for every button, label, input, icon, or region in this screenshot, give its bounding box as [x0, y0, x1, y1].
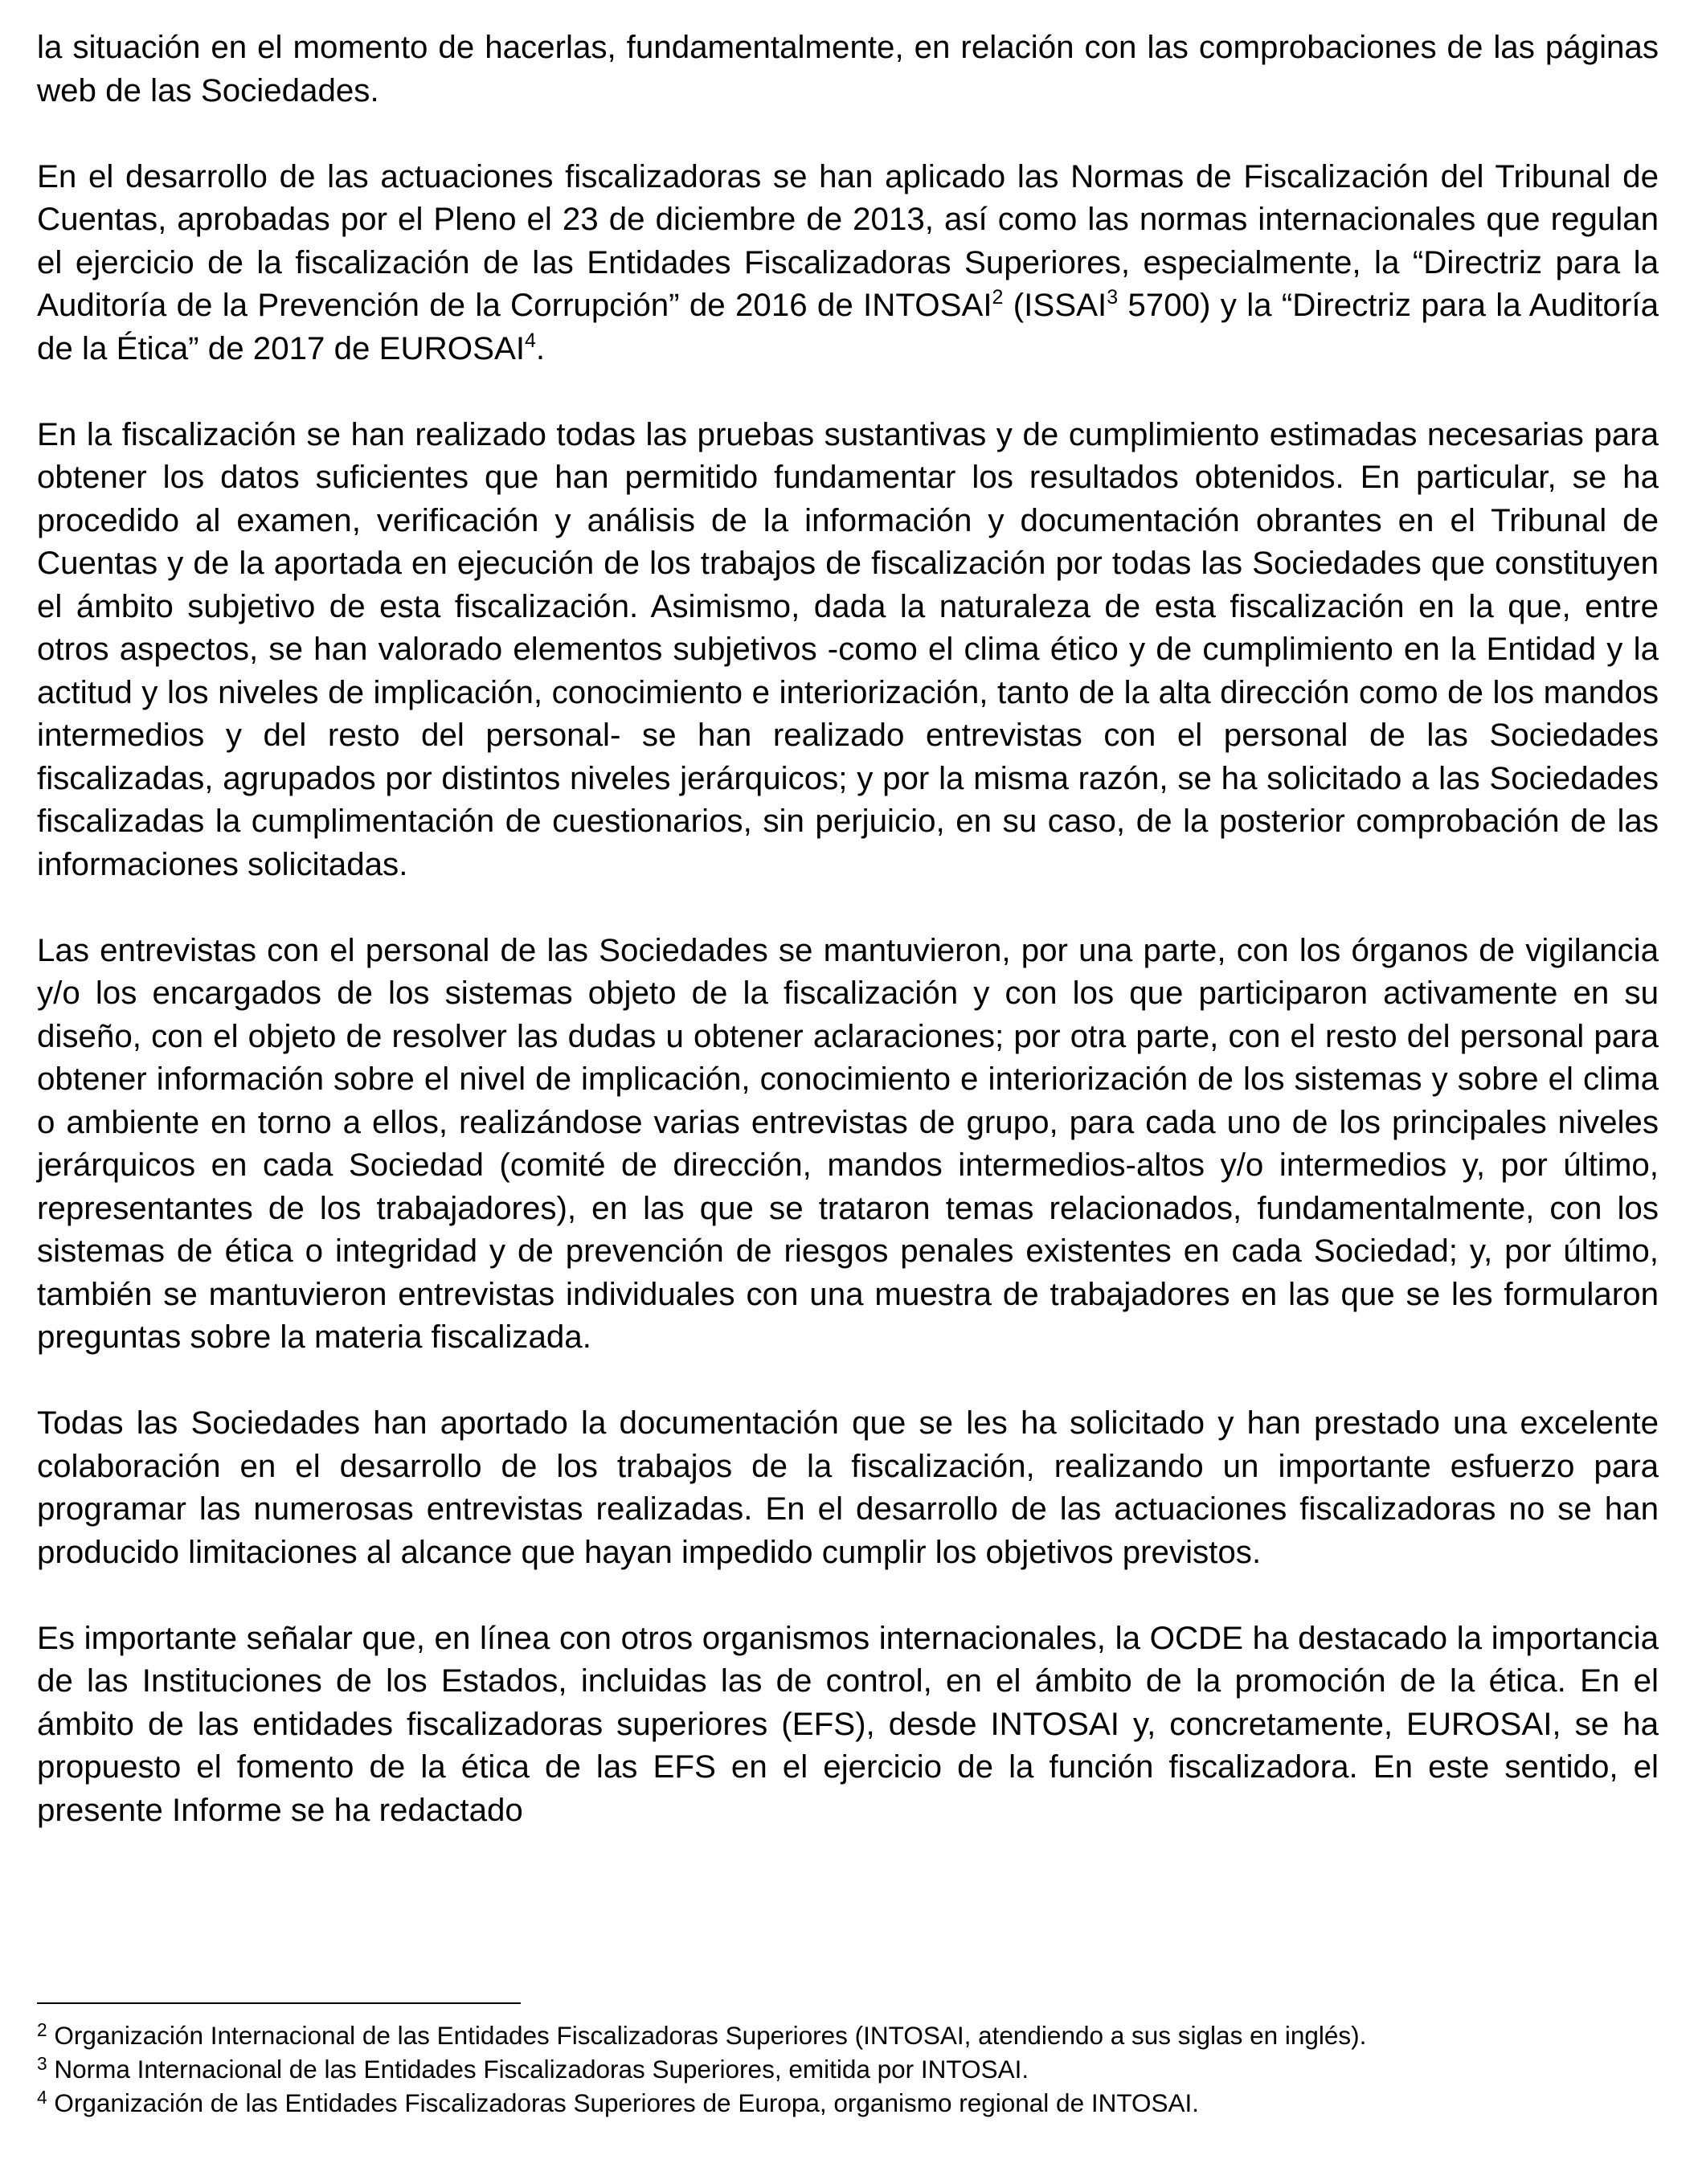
- paragraph-continuation: la situación en el momento de hacerlas, fundamentalmente, en relación con las comprobaciones de las páginas web de las Sociedades.: [37, 29, 1659, 108]
- paragraph-pruebas: En la fiscalización se han realizado todas las pruebas sustantivas y de cumplimiento estimadas necesarias para obtener los datos suficientes que han permitido fundamentar los resultados obtenidos. En particular, se ha procedido al examen, verificación y análisis de la información y documentación obrantes en el Tribunal de Cuentas y de la aportada en ejecución de los trabajos de fiscalización por todas las Sociedades que constituyen el ámbito subjetivo de esta fiscalización. Asimismo, dada la naturaleza de esta fiscalización en la que, entre otros aspectos, se han valorado elementos subjetivos -como el clima ético y de cumplimiento en la Entidad y la actitud y los niveles de implicación, conocimiento e interiorización, tanto de la alta dirección como de los mandos intermedios y del resto del personal- se han realizado entrevistas con el personal de las Sociedades fiscalizadas, agrupados por distintos niveles jerárquicos; y por la misma razón, se ha solicitado a las Sociedades fiscalizadas la cumplimentación de cuestionarios, sin perjuicio, en su caso, de la posterior comprobación de las informaciones solicitadas.: [37, 415, 1659, 882]
- footnote-separator: [37, 2002, 521, 2004]
- footnote-ref: 4: [525, 329, 536, 352]
- paragraph-text: En el desarrollo de las actuaciones fiscalizadoras se han aplicado las Normas de Fiscalización del Tribunal de Cuentas, aprobadas por el Pleno el 23 de diciembre de 2013, así como las normas internacionales que regulan el ejercicio de la fiscalización de las Entidades Fiscalizadoras Superiores, especialmente, la “Directriz para la Auditoría de la Prevención de la Corrupción” de 2016 de INTOSAI: [37, 157, 1659, 323]
- document-body: [37, 26, 1659, 1831]
- footnote: [37, 2052, 1659, 2086]
- paragraph-normas-fiscalizacion: [37, 155, 1659, 370]
- footnote-number: 2: [37, 2018, 47, 2040]
- footnote-ref: 2: [992, 286, 1004, 309]
- footnote: [37, 2086, 1659, 2120]
- paragraph-text: .: [535, 329, 546, 366]
- paragraph-text: 5700) y la “Directriz para la Auditoría de la Ética” de 2017 de EUROSAI: [37, 287, 1659, 366]
- footnote-text: Norma Internacional de las Entidades Fiscalizadoras Superiores, emitida por INTOSAI.: [47, 2055, 1029, 2084]
- paragraph-entrevistas: Las entrevistas con el personal de las Sociedades se mantuvieron, por una parte, con los órganos de vigilancia y/o los encargados de los sistemas objeto de la fiscalización y con los que participaron activamente en su diseño, con el objeto de resolver las dudas u obtener aclaraciones; por otra parte, con el resto del personal para obtener información sobre el nivel de implicación, conocimiento e interiorización de los sistemas y sobre el clima o ambiente en torno a ellos, realizándose varias entrevistas de grupo, para cada uno de los principales niveles jerárquicos en cada Sociedad (comité de dirección, mandos intermedios-altos y/o intermedios y, por último, representantes de los trabajadores), en las que se trataron temas relacionados, fundamentalmente, con los sistemas de ética o integridad y de prevención de riesgos penales existentes en cada Sociedad; y, por último, también se mantuvieron entrevistas individuales con una muestra de trabajadores en las que se les formularon preguntas sobre la materia fiscalizada.: [37, 931, 1659, 1355]
- footnote: [37, 2018, 1659, 2052]
- footnote-text: Organización de las Entidades Fiscalizadoras Superiores de Europa, organismo regional de INTOSAI.: [47, 2088, 1200, 2117]
- footnotes: [37, 2018, 1659, 2120]
- footnote-number: 4: [37, 2086, 47, 2108]
- footnote-ref: 3: [1107, 286, 1119, 309]
- paragraph-text: (ISSAI: [1003, 287, 1107, 323]
- paragraph-colaboracion: Todas las Sociedades han aportado la documentación que se les ha solicitado y han prestado una excelente colaboración en el desarrollo de los trabajos de la fiscalización, realizando un importante esfuerzo para programar las numerosas entrevistas realizadas. En el desarrollo de las actuaciones fiscalizadoras no se han producido limitaciones al alcance que hayan impedido cumplir los objetivos previstos.: [37, 1405, 1659, 1570]
- footnote-text: Organización Internacional de las Entidades Fiscalizadoras Superiores (INTOSAI, atendiendo a sus siglas en inglés).: [47, 2021, 1367, 2050]
- footnote-number: 3: [37, 2052, 47, 2074]
- paragraph-ocde: Es importante señalar que, en línea con otros organismos internacionales, la OCDE ha destacado la importancia de las Instituciones de los Estados, incluidas las de control, en el ámbito de la promoción de la ética. En el ámbito de las entidades fiscalizadoras superiores (EFS), desde INTOSAI y, concretamente, EUROSAI, se ha propuesto el fomento de la ética de las EFS en el ejercicio de la función fiscalizadora. En este sentido, el presente Informe se ha redactado: [37, 1619, 1659, 1828]
